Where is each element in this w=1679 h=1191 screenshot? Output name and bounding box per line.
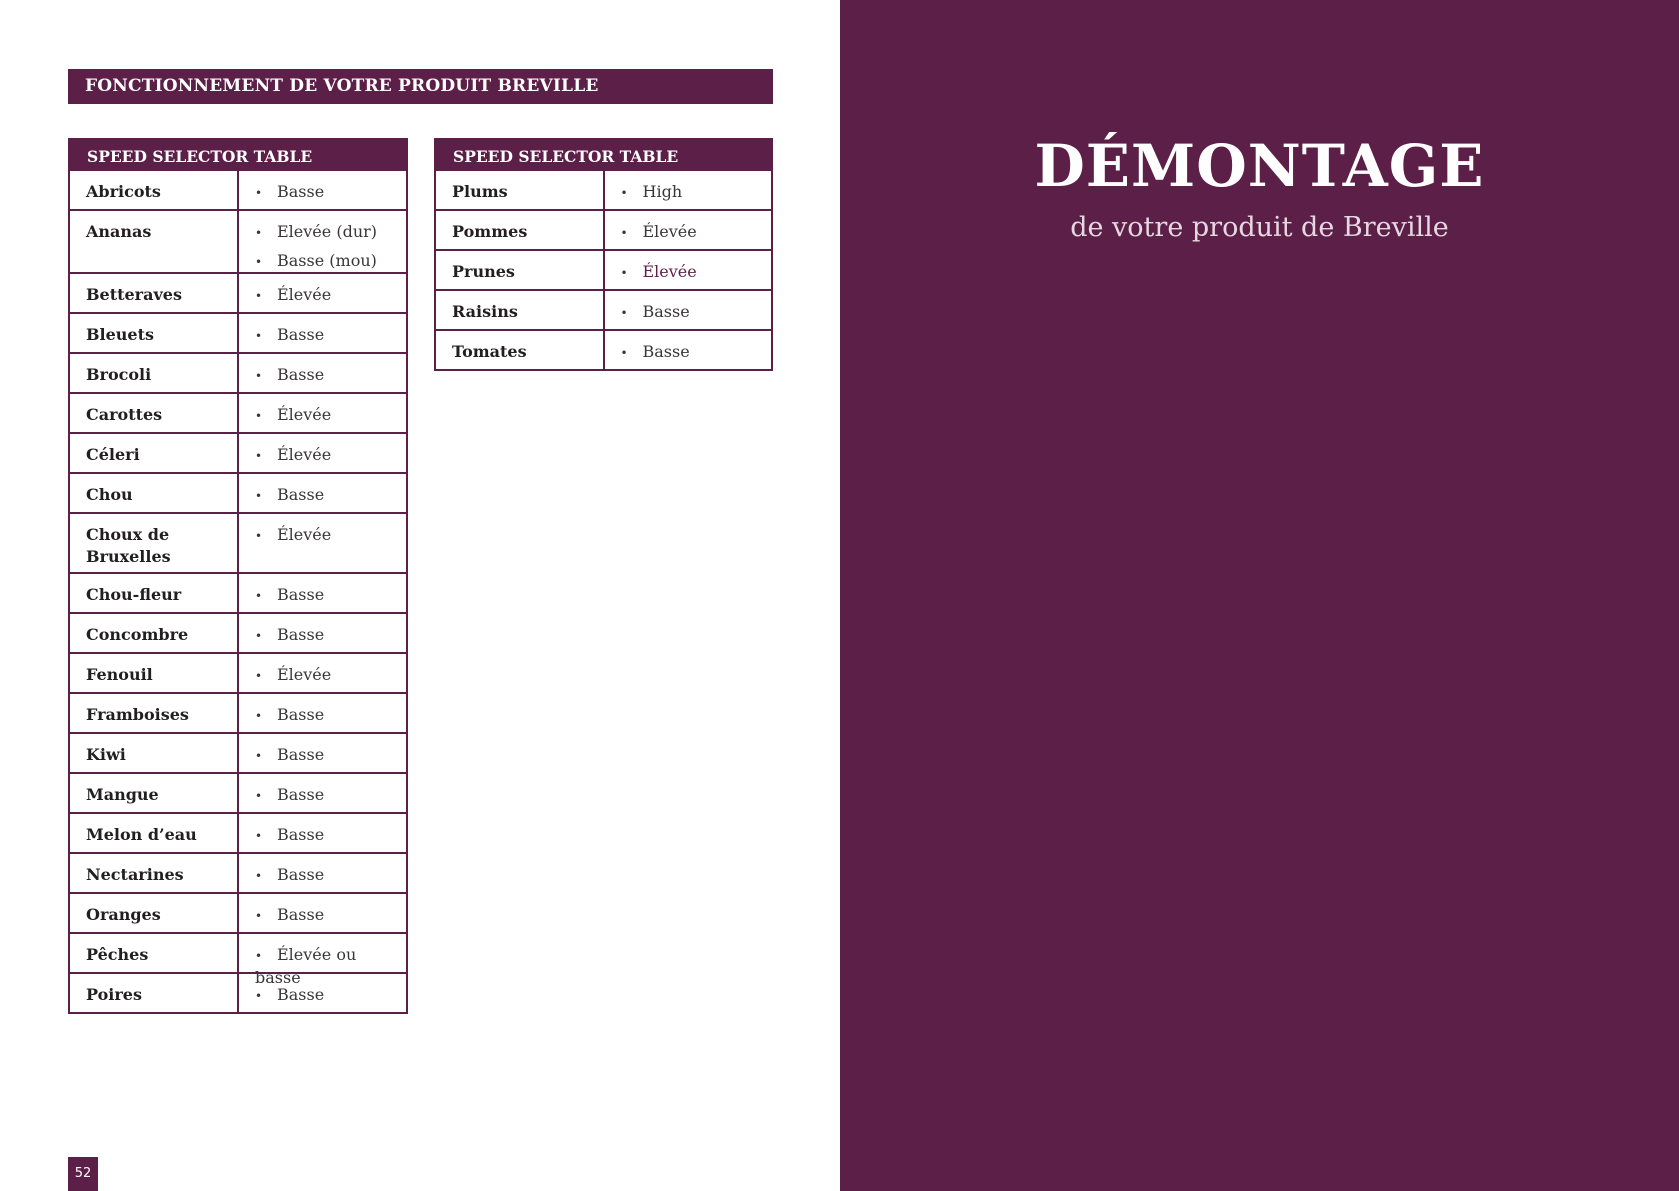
food-name: Kiwi	[86, 745, 126, 764]
speed-cell	[238, 813, 407, 853]
speed-cell	[604, 290, 773, 330]
speed-cell	[238, 653, 407, 693]
speed-item	[255, 784, 406, 806]
speed-value: Élevée	[277, 445, 332, 464]
food-name: Pommes	[452, 222, 528, 241]
food-name: Melon d’eau	[86, 825, 197, 844]
bullet-icon: •	[255, 749, 263, 763]
speed-cell	[238, 473, 407, 513]
bullet-icon: •	[620, 186, 628, 200]
bullet-icon: •	[255, 255, 263, 269]
food-cell	[69, 693, 238, 733]
food-name: Prunes	[452, 262, 515, 281]
bullet-icon: •	[255, 329, 263, 343]
table-row	[435, 170, 772, 210]
food-name: Abricots	[86, 182, 161, 201]
speed-item	[255, 181, 406, 203]
section-header: FONCTIONNEMENT DE VOTRE PRODUIT BREVILLE	[68, 69, 773, 104]
speed-item	[621, 301, 772, 323]
speed-item	[255, 524, 406, 546]
speed-value: Basse	[277, 865, 325, 884]
speed-cell	[238, 773, 407, 813]
bullet-icon: •	[255, 369, 263, 383]
bullet-icon: •	[255, 989, 263, 1003]
table-row	[69, 573, 407, 613]
speed-value: Élevée	[642, 222, 697, 241]
speed-item	[621, 341, 772, 363]
chapter-subtitle: de votre produit de Breville	[1070, 212, 1449, 243]
table-row	[69, 513, 407, 573]
bullet-icon: •	[255, 449, 263, 463]
speed-cell	[238, 433, 407, 473]
food-name: Mangue	[86, 785, 159, 804]
speed-value: Élevée	[277, 405, 332, 424]
speed-cell	[238, 613, 407, 653]
table-row	[69, 613, 407, 653]
food-name: Fenouil	[86, 665, 153, 684]
food-cell	[69, 353, 238, 393]
table-row	[69, 653, 407, 693]
speed-cell	[238, 573, 407, 613]
table-row	[69, 433, 407, 473]
bullet-icon: •	[255, 629, 263, 643]
speed-item	[255, 284, 406, 306]
table-row	[69, 693, 407, 733]
table-row	[69, 473, 407, 513]
speed-item	[255, 364, 406, 386]
bullet-icon: •	[255, 949, 263, 963]
bullet-icon: •	[255, 669, 263, 683]
bullet-icon: •	[620, 306, 628, 320]
bullet-icon: •	[255, 829, 263, 843]
speed-cell	[238, 893, 407, 933]
food-cell	[69, 973, 238, 1013]
bullet-icon: •	[255, 289, 263, 303]
bullet-icon: •	[255, 409, 263, 423]
speed-value: Basse	[277, 785, 325, 804]
bullet-icon: •	[255, 529, 263, 543]
bullet-icon: •	[255, 869, 263, 883]
speed-selector-table-left	[68, 138, 408, 1014]
speed-selector-table-right	[434, 138, 773, 371]
speed-cell	[238, 313, 407, 353]
food-cell	[435, 210, 604, 250]
food-cell	[435, 330, 604, 370]
speed-value: Élevée	[277, 665, 332, 684]
table-header-row	[435, 139, 772, 170]
speed-item	[255, 744, 406, 766]
speed-cell	[604, 170, 773, 210]
speed-cell	[238, 933, 407, 987]
right-page	[840, 0, 1679, 1191]
bullet-icon: •	[255, 226, 263, 240]
speed-cell	[238, 693, 407, 733]
food-cell	[69, 893, 238, 933]
food-name: Brocoli	[86, 365, 152, 384]
speed-value: Élevée ou basse	[255, 945, 357, 987]
food-cell	[69, 653, 238, 693]
speed-value: Élevée	[642, 262, 697, 281]
speed-item	[255, 484, 406, 506]
speed-item	[255, 704, 406, 726]
speed-value: Basse (mou)	[277, 251, 377, 270]
speed-item	[255, 250, 406, 272]
speed-value: Élevée	[277, 525, 332, 544]
food-name: Tomates	[452, 342, 527, 361]
food-cell	[69, 313, 238, 353]
speed-value: Basse	[642, 342, 690, 361]
food-name: Bruxelles	[86, 547, 171, 566]
speed-cell	[238, 853, 407, 893]
speed-value: Élevée	[277, 285, 332, 304]
table-row	[69, 893, 407, 933]
table-header-row	[69, 139, 407, 170]
food-cell	[435, 170, 604, 210]
table-row	[69, 733, 407, 773]
page-number: 52	[68, 1157, 98, 1191]
food-name: Chou	[86, 485, 133, 504]
table-row	[435, 290, 772, 330]
bullet-icon: •	[255, 789, 263, 803]
table-row	[69, 813, 407, 853]
bullet-icon: •	[255, 589, 263, 603]
speed-value: Basse	[277, 825, 325, 844]
speed-cell	[238, 170, 407, 210]
food-cell	[69, 170, 238, 210]
food-name: Chou-fleur	[86, 585, 182, 604]
table-row	[69, 353, 407, 393]
chapter-title: DÉMONTAGE	[1034, 132, 1485, 200]
bullet-icon: •	[620, 346, 628, 360]
food-name: Céleri	[86, 445, 140, 464]
bullet-icon: •	[620, 226, 628, 240]
table-row	[69, 313, 407, 353]
table-row	[69, 170, 407, 210]
table-title: SPEED SELECTOR TABLE	[435, 139, 772, 170]
table-row	[69, 933, 407, 973]
table-row	[435, 330, 772, 370]
speed-value: Basse	[277, 182, 325, 201]
speed-value: Basse	[642, 302, 690, 321]
speed-value: Elevée (dur)	[277, 222, 378, 241]
table-row	[435, 250, 772, 290]
food-name: Ananas	[86, 222, 152, 241]
food-name: Choux de	[86, 525, 170, 544]
food-cell	[69, 933, 238, 973]
speed-value: Basse	[277, 625, 325, 644]
food-cell	[69, 813, 238, 853]
table-body	[69, 170, 407, 1013]
speed-item	[255, 904, 406, 926]
speed-item	[255, 984, 406, 1006]
speed-item	[255, 221, 406, 243]
bullet-icon: •	[255, 709, 263, 723]
bullet-icon: •	[255, 186, 263, 200]
food-cell	[69, 853, 238, 893]
table-row	[69, 273, 407, 313]
food-name: Concombre	[86, 625, 189, 644]
food-name: Carottes	[86, 405, 163, 424]
speed-item	[255, 824, 406, 846]
speed-value: Basse	[277, 485, 325, 504]
bullet-icon: •	[620, 266, 628, 280]
speed-cell	[604, 330, 773, 370]
speed-cell	[238, 210, 407, 273]
speed-item	[255, 444, 406, 466]
table-row	[69, 973, 407, 1013]
speed-item	[621, 261, 772, 283]
speed-value: High	[642, 182, 683, 201]
food-cell	[69, 393, 238, 433]
speed-item	[621, 221, 772, 243]
speed-cell	[604, 250, 773, 290]
speed-value: Basse	[277, 585, 325, 604]
food-name: Framboises	[86, 705, 189, 724]
speed-item	[255, 664, 406, 686]
food-cell	[435, 250, 604, 290]
speed-cell	[238, 393, 407, 433]
speed-value: Basse	[277, 745, 325, 764]
food-name: Plums	[452, 182, 508, 201]
speed-value: Basse	[277, 985, 325, 1004]
bullet-icon: •	[255, 909, 263, 923]
food-cell	[69, 733, 238, 773]
table-title: SPEED SELECTOR TABLE	[69, 139, 407, 170]
speed-cell	[238, 353, 407, 393]
table-row	[69, 773, 407, 813]
food-cell	[69, 573, 238, 613]
table-row	[69, 853, 407, 893]
speed-value: Basse	[277, 365, 325, 384]
speed-value: Basse	[277, 905, 325, 924]
speed-value: Basse	[277, 705, 325, 724]
food-cell	[69, 473, 238, 513]
speed-item	[255, 864, 406, 886]
table-row	[69, 210, 407, 273]
speed-item	[255, 404, 406, 426]
speed-cell	[238, 273, 407, 313]
speed-item	[255, 944, 406, 987]
food-cell	[69, 613, 238, 653]
food-name: Bleuets	[86, 325, 154, 344]
table-body	[435, 170, 772, 370]
food-name: Raisins	[452, 302, 518, 321]
food-cell	[69, 210, 238, 273]
speed-item	[621, 181, 772, 203]
speed-cell	[238, 733, 407, 773]
speed-item	[255, 584, 406, 606]
food-cell	[69, 513, 238, 573]
food-name: Oranges	[86, 905, 161, 924]
table-row	[69, 393, 407, 433]
food-name: Poires	[86, 985, 142, 1004]
speed-item	[255, 624, 406, 646]
bullet-icon: •	[255, 489, 263, 503]
speed-cell	[238, 513, 407, 573]
speed-item	[255, 324, 406, 346]
food-cell	[69, 433, 238, 473]
food-name: Betteraves	[86, 285, 182, 304]
food-name: Pêches	[86, 945, 149, 964]
table-row	[435, 210, 772, 250]
food-cell	[69, 773, 238, 813]
speed-cell	[604, 210, 773, 250]
food-name: Nectarines	[86, 865, 184, 884]
food-cell	[69, 273, 238, 313]
speed-value: Basse	[277, 325, 325, 344]
food-cell	[435, 290, 604, 330]
